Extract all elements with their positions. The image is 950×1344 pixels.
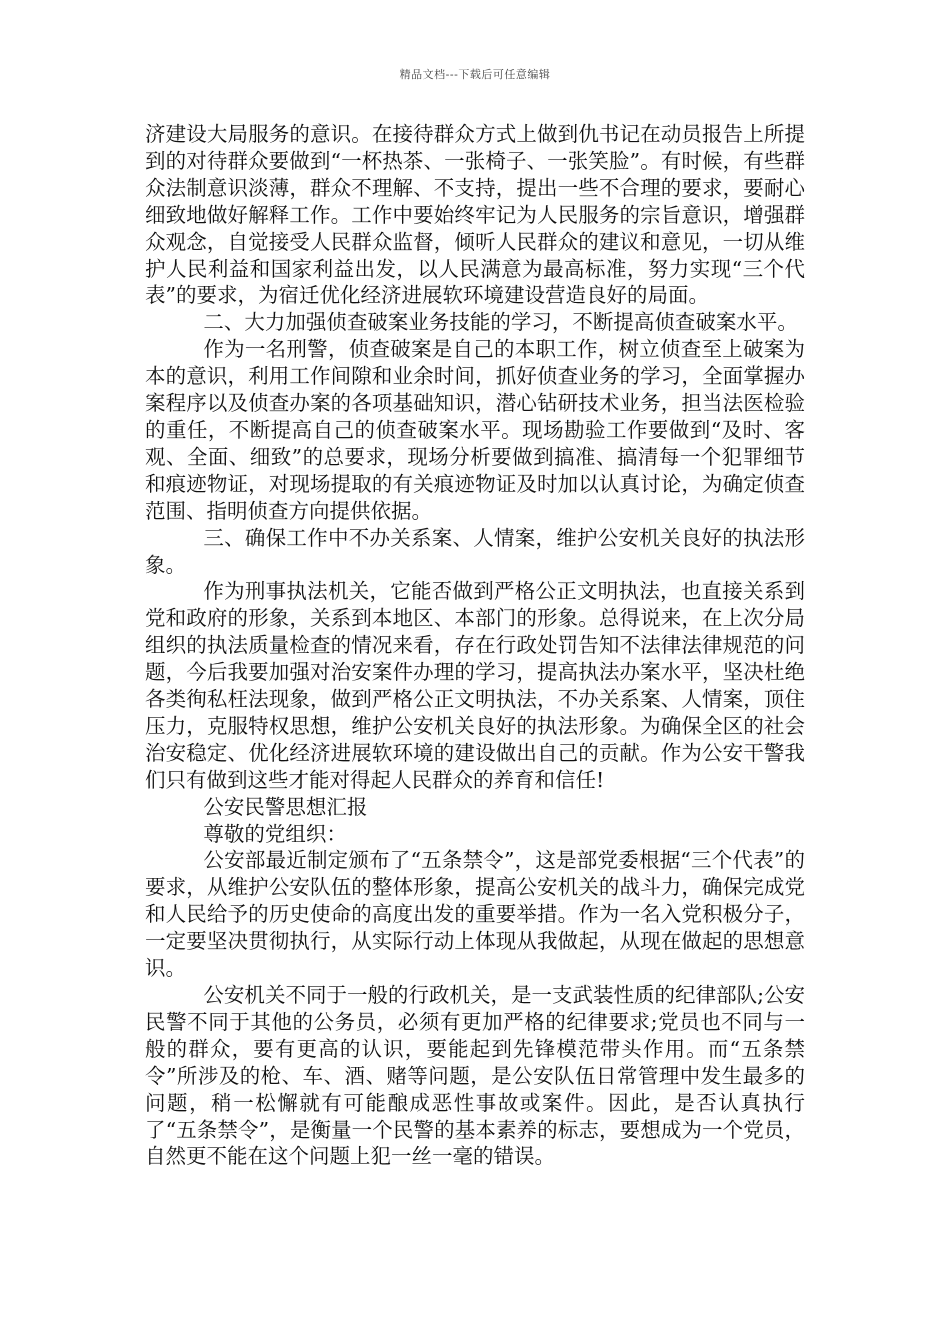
paragraph-discipline: 公安机关不同于一般的行政机关，是一支武装性质的纪律部队;公安民警不同于其他的公务员，必须有更加严格的纪律要求;党员也不同与一般的群众，要有更高的认识，要能起到先锋模范带头作用。而“五条禁令”所涉及的枪、车、酒、赌等问题，是公安队伍日常管理中发生最多的问题，稍一松懈就有可能酿成恶性事故或案件。因此，是否认真执行了“五条禁令”，是衡量一个民警的基本素养的标志，要想成为一个党员，自然更不能在这个问题上犯一丝一毫的错误。 bbox=[145, 983, 805, 1169]
report-title: 公安民警思想汇报 bbox=[203, 794, 368, 819]
paragraph-continued: 济建设大局服务的意识。在接待群众方式上做到仇书记在动员报告上所提到的对待群众要做到“一杯热茶、一张椅子、一张笑脸”。有时候，有些群众法制意识淡薄，群众不理解、不支持，提出一些不合理的要求，要耐心细致地做好解释工作。工作中要始终牢记为人民服务的宗旨意识，增强群众观念，自觉接受人民群众监督，倾听人民群众的建议和意见，一切从维护人民利益和国家利益出发，以人民满意为最高标准，努力实现“三个代表”的要求，为宿迁优化经济进展软环境建设营造良好的局面。 bbox=[145, 122, 805, 308]
paragraph-law-enforcement: 作为刑事执法机关，它能否做到严格公正文明执法，也直接关系到党和政府的形象，关系到本地区、本部门的形象。总得说来，在上次分局组织的执法质量检查的情况来看，存在行政处罚告知不法律法律规范的问题，今后我要加强对治安案件办理的学习，提高执法办案水平，坚决杜绝各类徇私枉法现象，做到严格公正文明执法，不办关系案、人情案，顶住压力，克服特权思想，维护公安机关良好的执法形象。为确保全区的社会治安稳定、优化经济进展软环境的建设做出自己的贡献。作为公安干警我们只有做到这些才能对得起人民群众的养育和信任! bbox=[145, 579, 805, 792]
document-body bbox=[145, 121, 805, 1170]
salutation: 尊敬的党组织： bbox=[203, 821, 347, 846]
section-heading-2: 二、大力加强侦查破案业务技能的学习，不断提高侦查破案水平。 bbox=[203, 310, 798, 335]
paragraph-five-prohibitions: 公安部最近制定颁布了“五条禁令”，这是部党委根据“三个代表”的要求，从维护公安队伍的整体形象，提高公安机关的战斗力，确保完成党和人民给予的历史使命的高度出发的重要举措。作为一名入党积极分子，一定要坚决贯彻执行，从实际行动上体现从我做起，从现在做起的思想意识。 bbox=[145, 848, 805, 981]
page-header: 精品文档---下载后可任意编辑 bbox=[399, 68, 551, 81]
section-heading-3: 三、确保工作中不办关系案、人情案，维护公安机关良好的执法形象。 bbox=[145, 525, 805, 577]
paragraph-investigation: 作为一名刑警，侦查破案是自己的本职工作，树立侦查至上破案为本的意识，利用工作间隙和业余时间，抓好侦查业务的学习，全面掌握办案程序以及侦查办案的各项基础知识，潜心钻研技术业务，担当法医检验的重任，不断提高自己的侦查破案水平。现场勘验工作要做到“及时、客观、全面、细致”的总要求，现场分析要做到搞准、搞清每一个犯罪细节和痕迹物证，对现场提取的有关痕迹物证及时加以认真讨论，为确定侦查范围、指明侦查方向提供依据。 bbox=[145, 337, 805, 523]
